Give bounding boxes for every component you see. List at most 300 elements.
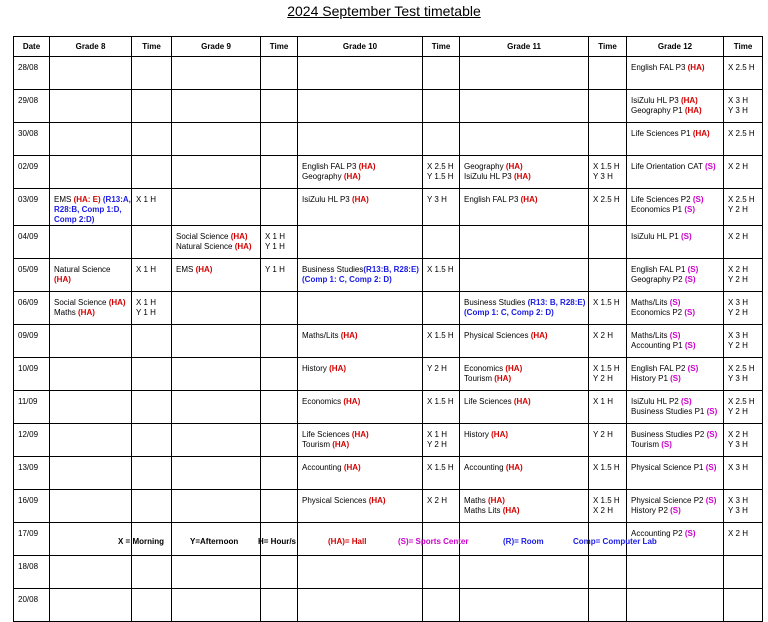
grade-11-cell (460, 57, 589, 90)
grade-9-cell (172, 490, 261, 523)
cell-line (427, 364, 456, 374)
cell-text: X 2.5 H (427, 162, 454, 171)
cell-text: X 2 H (728, 265, 749, 274)
venue-tag: (S) (661, 440, 672, 449)
time-cell (724, 457, 763, 490)
time-cell (261, 259, 298, 292)
grade-9-cell (172, 457, 261, 490)
cell-line (427, 440, 456, 450)
cell-line (427, 397, 456, 407)
grade-9-cell (172, 556, 261, 589)
cell-text: X 3 H (728, 96, 749, 105)
cell-line (631, 63, 720, 73)
cell-line (728, 430, 759, 440)
venue-tag: (S) (692, 195, 704, 204)
cell-text: Physical Sciences (464, 331, 531, 340)
cell-line (631, 341, 720, 351)
grade-10-cell (298, 259, 423, 292)
cell-text: Life Orientation CAT (631, 162, 705, 171)
time-cell (724, 424, 763, 457)
cell-text: X 1.5 H (427, 265, 454, 274)
cell-line (631, 331, 720, 341)
time-cell (724, 156, 763, 189)
time-cell (589, 189, 627, 226)
cell-line (728, 440, 759, 450)
time-cell (132, 156, 172, 189)
cell-line (631, 298, 720, 308)
cell-text: Y 3 H (728, 440, 748, 449)
cell-text: Y 3 H (593, 172, 613, 181)
cell-line (464, 496, 585, 506)
venue-tag: (R13:B, R28:E) (363, 265, 419, 274)
cell-text: X 2.5 H (593, 195, 620, 204)
table-row (14, 457, 763, 490)
cell-text: Y 1 H (265, 265, 285, 274)
cell-text: X 1 H (136, 298, 157, 307)
cell-text: Accounting (464, 463, 506, 472)
venue-tag: Comp 2:D) (54, 215, 95, 224)
venue-tag: (S) (669, 298, 681, 307)
cell-line (593, 195, 623, 205)
cell-line (631, 232, 720, 242)
cell-line (728, 195, 759, 205)
cell-text: History (302, 364, 330, 373)
cell-line (265, 242, 294, 252)
grade-8-cell (50, 391, 132, 424)
venue-tag: R28:B, Comp 1:D, (54, 205, 122, 214)
venue-tag: (S) (705, 496, 717, 505)
cell-text: X 1.5 H (427, 331, 454, 340)
time-cell (724, 226, 763, 259)
cell-text: Y 2 H (593, 430, 613, 439)
grade-11-cell (460, 156, 589, 189)
time-cell (724, 358, 763, 391)
cell-line (631, 265, 720, 275)
cell-line (631, 440, 720, 450)
cell-text: Y 2 H (728, 308, 748, 317)
time-cell (132, 90, 172, 123)
grade-11-cell (460, 90, 589, 123)
time-cell (132, 589, 172, 622)
venue-tag: (HA) (54, 275, 71, 284)
cell-line (302, 364, 419, 374)
cell-text: History P1 (631, 374, 671, 383)
legend-item: (R)= Room (503, 537, 544, 546)
cell-line (427, 195, 456, 205)
venue-tag: (HA) (505, 162, 523, 171)
table-row (14, 490, 763, 523)
grade-9-cell (172, 292, 261, 325)
cell-text: X 2 H (593, 506, 614, 515)
cell-text: X 1.5 H (593, 162, 620, 171)
cell-line (54, 265, 128, 275)
date-cell: 10/09 (14, 358, 50, 391)
cell-line (302, 162, 419, 172)
cell-line (631, 463, 720, 473)
date-cell: 02/09 (14, 156, 50, 189)
cell-text: Y 2 H (728, 407, 748, 416)
venue-tag: (HA) (520, 195, 538, 204)
cell-line (302, 331, 419, 341)
time-cell (261, 90, 298, 123)
time-cell (132, 189, 172, 226)
header-grade-9: Grade 9 (172, 37, 261, 57)
grade-10-cell (298, 90, 423, 123)
time-cell (589, 90, 627, 123)
date-cell: 13/09 (14, 457, 50, 490)
venue-tag: (S) (706, 430, 718, 439)
cell-text: EMS (54, 195, 74, 204)
cell-line (464, 397, 585, 407)
venue-tag: (HA) (78, 308, 95, 317)
cell-line (176, 265, 257, 275)
cell-text: Physical Science P1 (631, 463, 706, 472)
cell-text: X 1 H (136, 195, 157, 204)
venue-tag: (HA) (502, 506, 520, 515)
cell-text: Economics P2 (631, 308, 685, 317)
cell-text: IsiZulu HL P2 (631, 397, 681, 406)
grade-8-cell (50, 156, 132, 189)
time-cell (261, 457, 298, 490)
cell-text: Y 3 H (427, 195, 447, 204)
header-date: Date (14, 37, 50, 57)
cell-text: Maths (464, 496, 489, 505)
grade-9-cell (172, 325, 261, 358)
venue-tag: (HA) (234, 242, 252, 251)
grade-10-cell (298, 123, 423, 156)
time-cell (261, 325, 298, 358)
time-cell (589, 457, 627, 490)
venue-tag: (HA: E) (73, 195, 103, 204)
time-cell (589, 556, 627, 589)
cell-line (464, 172, 585, 182)
grade-10-cell (298, 391, 423, 424)
grade-11-cell (460, 358, 589, 391)
cell-line (631, 162, 720, 172)
cell-line (631, 364, 720, 374)
legend-item: Comp= Computer Lab (573, 537, 657, 546)
cell-line (427, 162, 456, 172)
grade-10-cell (298, 325, 423, 358)
cell-line (728, 463, 759, 473)
legend-item: (HA)= Hall (328, 537, 367, 546)
grade-10-cell (298, 556, 423, 589)
cell-text: X 1.5 H (593, 496, 620, 505)
venue-tag: (HA) (684, 106, 702, 115)
cell-text: IsiZulu HL P3 (464, 172, 514, 181)
cell-line (728, 331, 759, 341)
cell-line (464, 162, 585, 172)
time-cell (589, 589, 627, 622)
time-cell (589, 259, 627, 292)
cell-text: Life Sciences (464, 397, 514, 406)
cell-line (265, 232, 294, 242)
cell-text: Life Sciences P2 (631, 195, 693, 204)
time-cell (261, 57, 298, 90)
time-cell (132, 259, 172, 292)
grade-12-cell (627, 57, 724, 90)
venue-tag: (Comp 1: C, Comp 2: D) (464, 308, 554, 317)
cell-text: X 1.5 H (593, 364, 620, 373)
cell-text: Business Studies P1 (631, 407, 707, 416)
cell-text: IsiZulu HL P1 (631, 232, 681, 241)
cell-line (464, 298, 585, 308)
cell-text: Tourism (631, 440, 662, 449)
time-cell (132, 292, 172, 325)
grade-10-cell (298, 490, 423, 523)
cell-text: X 3 H (728, 331, 749, 340)
cell-text: Y 2 H (728, 205, 748, 214)
cell-text: Accounting (302, 463, 344, 472)
time-cell (423, 189, 460, 226)
header-time: Time (423, 37, 460, 57)
cell-line (136, 195, 168, 205)
cell-line (593, 430, 623, 440)
grade-12-cell (627, 325, 724, 358)
cell-line (302, 275, 419, 285)
cell-text: X 2.5 H (728, 63, 755, 72)
venue-tag: (S) (670, 506, 681, 515)
date-cell: 12/09 (14, 424, 50, 457)
time-cell (261, 391, 298, 424)
legend-item: Y=Afternoon (190, 537, 239, 546)
cell-line (593, 374, 623, 384)
date-cell: 16/09 (14, 490, 50, 523)
cell-line (728, 374, 759, 384)
venue-tag: (HA) (108, 298, 126, 307)
grade-12-cell (627, 457, 724, 490)
cell-line (593, 463, 623, 473)
grade-12-cell (627, 156, 724, 189)
time-cell (423, 556, 460, 589)
table-row (14, 259, 763, 292)
venue-tag: (HA) (530, 331, 548, 340)
venue-tag: (HA) (230, 232, 248, 241)
time-cell (724, 57, 763, 90)
cell-text: Economics P1 (631, 205, 685, 214)
table-row (14, 589, 763, 622)
venue-tag: (HA) (494, 374, 512, 383)
cell-line (136, 298, 168, 308)
grade-10-cell (298, 156, 423, 189)
grade-10-cell (298, 57, 423, 90)
cell-text: Y 2 H (427, 364, 447, 373)
grade-9-cell (172, 424, 261, 457)
venue-tag: (Comp 1: C, Comp 2: D) (302, 275, 392, 284)
time-cell (589, 156, 627, 189)
cell-text: X 2 H (593, 331, 614, 340)
cell-line (54, 308, 128, 318)
cell-line (631, 430, 720, 440)
time-cell (423, 391, 460, 424)
venue-tag: (HA) (343, 172, 361, 181)
time-cell (132, 123, 172, 156)
time-cell (261, 424, 298, 457)
cell-text: Life Sciences (302, 430, 352, 439)
grade-11-cell (460, 424, 589, 457)
cell-text: Maths/Lits (631, 298, 670, 307)
cell-line (631, 397, 720, 407)
header-time: Time (589, 37, 627, 57)
cell-line (631, 506, 720, 516)
cell-line (728, 298, 759, 308)
cell-text: Tourism (464, 374, 495, 383)
grade-11-cell (460, 589, 589, 622)
date-cell: 28/08 (14, 57, 50, 90)
cell-text: X 2 H (728, 430, 749, 439)
grade-10-cell (298, 292, 423, 325)
venue-tag: (HA) (692, 129, 710, 138)
cell-line (54, 195, 131, 205)
cell-line (728, 232, 759, 242)
grade-8-cell (50, 457, 132, 490)
cell-line (728, 397, 759, 407)
cell-line (631, 106, 720, 116)
venue-tag: (S) (684, 529, 696, 538)
cell-text: X 2 H (728, 529, 749, 538)
grade-11-cell (460, 325, 589, 358)
grade-10-cell (298, 457, 423, 490)
venue-tag: (HA) (491, 430, 509, 439)
venue-tag: (S) (684, 308, 696, 317)
table-row (14, 156, 763, 189)
grade-11-cell (460, 457, 589, 490)
cell-text: English FAL P1 (631, 265, 688, 274)
cell-text: Physical Sciences (302, 496, 369, 505)
cell-text: Business Studies (302, 265, 364, 274)
date-cell: 04/09 (14, 226, 50, 259)
time-cell (724, 123, 763, 156)
grade-11-cell (460, 292, 589, 325)
time-cell (724, 90, 763, 123)
cell-line (728, 205, 759, 215)
time-cell (132, 325, 172, 358)
grade-9-cell (172, 391, 261, 424)
cell-text: X 3 H (728, 463, 749, 472)
time-cell (589, 292, 627, 325)
grade-8-cell (50, 490, 132, 523)
cell-line (728, 162, 759, 172)
cell-line (728, 63, 759, 73)
cell-line (464, 195, 585, 205)
table-row (14, 424, 763, 457)
cell-line (728, 496, 759, 506)
venue-tag: (HA) (505, 463, 523, 472)
cell-line (728, 364, 759, 374)
cell-line (427, 265, 456, 275)
cell-line (464, 308, 585, 318)
time-cell (589, 490, 627, 523)
grade-12-cell (627, 123, 724, 156)
time-cell (423, 123, 460, 156)
time-cell (261, 226, 298, 259)
time-cell (132, 490, 172, 523)
header-time: Time (132, 37, 172, 57)
venue-tag: (S) (684, 275, 696, 284)
cell-text: X 1.5 H (593, 298, 620, 307)
cell-line (593, 364, 623, 374)
cell-text: X 3 H (728, 298, 749, 307)
cell-line (427, 331, 456, 341)
date-cell: 30/08 (14, 123, 50, 156)
legend (0, 537, 768, 549)
cell-text: Accounting P1 (631, 341, 685, 350)
venue-tag: (HA) (513, 397, 531, 406)
time-cell (132, 358, 172, 391)
cell-text: English FAL P3 (302, 162, 359, 171)
cell-line (728, 265, 759, 275)
date-cell: 17/09 (14, 523, 50, 556)
venue-tag: (R13:A, (102, 195, 131, 204)
cell-line (265, 265, 294, 275)
time-cell (423, 292, 460, 325)
grade-9-cell (172, 589, 261, 622)
cell-line (631, 96, 720, 106)
cell-text: Tourism (302, 440, 333, 449)
time-cell (261, 156, 298, 189)
header-time: Time (261, 37, 298, 57)
time-cell (423, 156, 460, 189)
time-cell (423, 457, 460, 490)
cell-line (631, 275, 720, 285)
cell-text: Geography P2 (631, 275, 685, 284)
cell-line (593, 162, 623, 172)
venue-tag: (S) (687, 364, 699, 373)
cell-text: X 2 H (728, 232, 749, 241)
time-cell (261, 490, 298, 523)
cell-text: Maths/Lits (302, 331, 341, 340)
cell-text: Y 2 H (728, 275, 748, 284)
cell-text: History P2 (631, 506, 671, 515)
cell-line (464, 374, 585, 384)
table-row (14, 391, 763, 424)
grade-12-cell (627, 490, 724, 523)
cell-line (593, 331, 623, 341)
grade-11-cell (460, 490, 589, 523)
cell-text: X 1.5 H (593, 463, 620, 472)
venue-tag: (HA) (351, 195, 369, 204)
header-grade-11: Grade 11 (460, 37, 589, 57)
cell-line (464, 463, 585, 473)
cell-line (728, 106, 759, 116)
cell-line (728, 275, 759, 285)
cell-text: Y 2 H (728, 341, 748, 350)
grade-12-cell (627, 424, 724, 457)
cell-line (302, 265, 419, 275)
cell-line (302, 463, 419, 473)
cell-text: English FAL P2 (631, 364, 688, 373)
venue-tag: (HA) (340, 331, 358, 340)
grade-8-cell (50, 358, 132, 391)
time-cell (261, 556, 298, 589)
table-row (14, 57, 763, 90)
grade-10-cell (298, 589, 423, 622)
time-cell (589, 358, 627, 391)
grade-12-cell (627, 90, 724, 123)
grade-9-cell (172, 226, 261, 259)
venue-tag: (HA) (195, 265, 213, 274)
cell-text: Economics (464, 364, 506, 373)
cell-line (54, 275, 128, 285)
cell-text: English FAL P3 (631, 63, 688, 72)
cell-text: Natural Science (176, 242, 235, 251)
cell-text: Social Science (176, 232, 231, 241)
venue-tag: (S) (706, 407, 718, 416)
grade-9-cell (172, 156, 261, 189)
time-cell (132, 226, 172, 259)
venue-tag: (S) (680, 397, 692, 406)
header-time: Time (724, 37, 763, 57)
